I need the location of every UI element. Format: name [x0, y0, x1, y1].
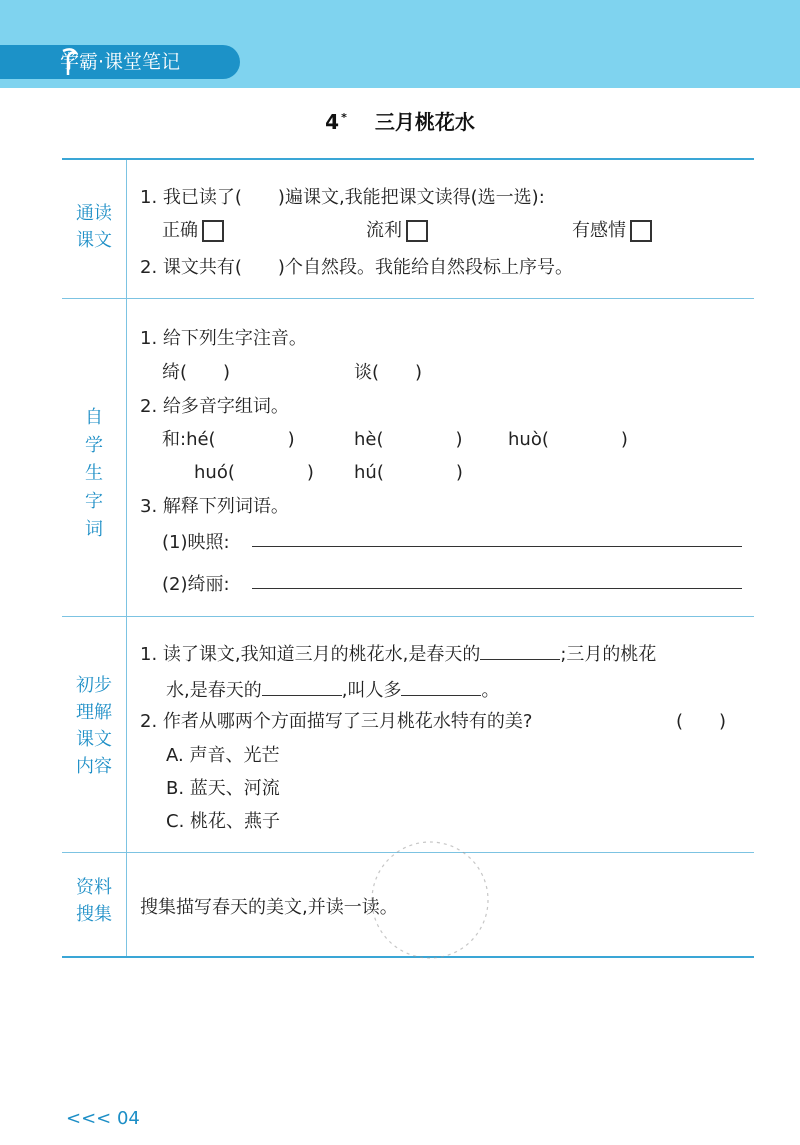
section-label-collect: 资料 搜集 — [76, 877, 112, 925]
brand-label: 学霸·课堂笔记 — [0, 45, 240, 79]
lesson-number: 4 * — [325, 110, 347, 134]
blank-1[interactable] — [480, 641, 560, 660]
page-number: <<< 04 — [66, 1108, 140, 1129]
read-q2: 2. 课文共有( )个自然段。我能给自然段标上序号。 — [140, 257, 573, 278]
understand-q1-line2: 水,是春天的 ,叫人多 。 — [166, 676, 499, 702]
lesson-title: 4 * 三月桃花水 — [325, 110, 475, 134]
words-q2: 2. 给多音字组词。 — [140, 396, 289, 417]
understand-q2: 2. 作者从哪两个方面描写了三月桃花水特有的美? — [140, 711, 533, 732]
poly-he4: hè( ) — [354, 429, 463, 450]
divider-1 — [62, 298, 754, 299]
section-label-read: 通读 课文 — [76, 203, 112, 251]
divider-2 — [62, 616, 754, 617]
poly-hu2: hú( ) — [354, 462, 463, 483]
poly-he2: 和:hé( ) — [162, 429, 295, 450]
option-correct: 正确 — [162, 216, 224, 242]
checkbox-fluent[interactable] — [406, 220, 428, 242]
section-label-words: 自 学 生 字 词 — [85, 407, 103, 540]
choice-b: B. 蓝天、河流 — [166, 778, 280, 799]
answer-line-yingzhao[interactable] — [252, 546, 742, 547]
char-tan: 谈( ) — [354, 362, 423, 383]
words-q3: 3. 解释下列词语。 — [140, 496, 289, 517]
checkbox-emotion[interactable] — [630, 220, 652, 242]
divider-top — [62, 158, 754, 160]
option-fluent: 流利 — [366, 216, 428, 242]
answer-line-qili[interactable] — [252, 588, 742, 589]
choice-c: C. 桃花、燕子 — [166, 811, 281, 832]
char-qi: 绮( ) — [162, 362, 231, 383]
choice-a: A. 声音、光芒 — [166, 745, 280, 766]
collect-text: 搜集描写春天的美文,并读一读。 — [140, 897, 398, 918]
answer-paren[interactable]: ( ) — [676, 711, 727, 732]
option-emotion: 有感情 — [572, 216, 652, 242]
checkbox-correct[interactable] — [202, 220, 224, 242]
column-divider — [126, 160, 127, 956]
seal-watermark — [365, 835, 495, 965]
word-qili: (2)绮丽: — [162, 574, 230, 595]
understand-q1-line1: 1. 读了课文,我知道三月的桃花水,是春天的 ;三月的桃花 — [140, 640, 656, 666]
blank-3[interactable] — [401, 677, 481, 696]
pen-icon — [60, 47, 78, 77]
word-yingzhao: (1)映照: — [162, 532, 230, 553]
blank-2[interactable] — [262, 677, 342, 696]
section-label-understand: 初步 理解 课文 内容 — [76, 675, 112, 777]
words-q1: 1. 给下列生字注音。 — [140, 328, 307, 349]
read-q1: 1. 我已读了( )遍课文,我能把课文读得(选一选): — [140, 187, 545, 208]
poly-huo2: huó( ) — [194, 462, 314, 483]
poly-huo4: huò( ) — [508, 429, 628, 450]
